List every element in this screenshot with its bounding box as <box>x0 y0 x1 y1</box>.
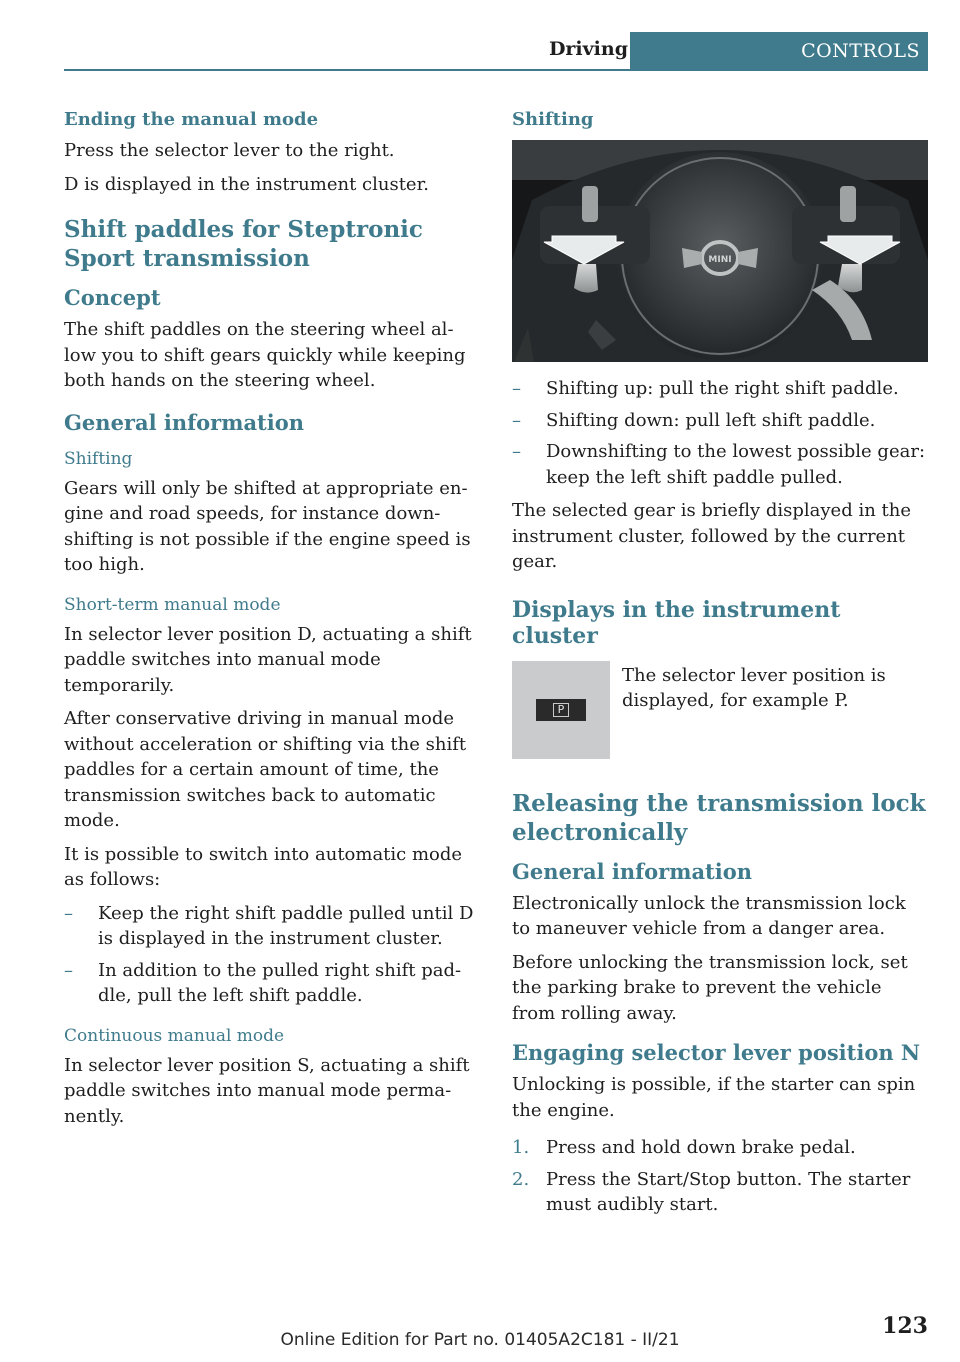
list-marker: – <box>512 441 521 462</box>
list-item-text: Press and hold down brake pedal. <box>546 1137 856 1158</box>
shifting-list <box>512 376 928 490</box>
right-column <box>512 104 928 1226</box>
heading-shift-paddles: Shift paddles for Steptronic Sport transmission <box>64 216 423 272</box>
heading-displays: Displays in the instrument cluster <box>512 596 841 649</box>
paragraph: Electronically unlock the transmission lock to maneuver vehicle from a danger area. <box>512 892 906 939</box>
step-number: 1. <box>512 1137 530 1158</box>
paragraph: Before unlocking the transmission lock, set the parking brake to prevent the vehicle from rolling away. <box>512 951 908 1024</box>
heading-releasing-lock: Releasing the transmission lock electronically <box>512 789 926 846</box>
paragraph: The selected gear is briefly displayed in the instrument cluster, followed by the current gear. <box>512 500 912 572</box>
heading-concept: Concept <box>64 285 161 310</box>
page-number: 123 <box>882 1313 928 1339</box>
list-item <box>512 1135 928 1161</box>
list-item-text: Shifting down: pull left shift paddle. <box>546 409 876 431</box>
list-item-text: Downshifting to the lowest possible gear: keep the left shift paddle pulled. <box>546 441 926 488</box>
heading-short-term-manual-mode: Short-term manual mode <box>64 594 281 615</box>
list-item <box>512 408 928 434</box>
list-item <box>64 958 480 1009</box>
selector-position-indicator <box>536 699 586 721</box>
list-marker: – <box>64 902 73 924</box>
heading-general-information: General information <box>512 858 753 884</box>
list-marker: – <box>512 378 521 399</box>
header-rule <box>64 69 928 71</box>
left-column <box>64 104 480 1137</box>
heading-general-information: General information <box>64 409 305 435</box>
engaging-steps <box>512 1135 928 1218</box>
heading-continuous-manual-mode: Continuous manual mode <box>64 1025 285 1046</box>
steering-wheel-image <box>512 140 928 362</box>
step-number: 2. <box>512 1168 530 1190</box>
list-item-text: Shifting up: pull the right shift paddle. <box>546 378 899 399</box>
list-item <box>64 901 480 952</box>
paragraph: In selector lever position S, actuating a shift paddle switches into manual mode perma‐ nently. <box>64 1054 470 1127</box>
list-item <box>512 1167 928 1218</box>
paragraph: Press the selector lever to the right. <box>64 140 395 161</box>
list-marker: – <box>64 959 73 981</box>
edition-footer: Online Edition for Part no. 01405A2C181 - II/21 <box>280 1330 680 1350</box>
list-item <box>512 439 928 490</box>
paragraph: The selector lever position is displayed, for example P. <box>622 664 886 711</box>
page-header <box>64 32 928 71</box>
instrument-cluster-thumbnail <box>512 661 610 759</box>
steering-wheel-illustration <box>512 140 928 362</box>
list-item-text: Keep the right shift paddle pulled until D is displayed in the instrument cluster. <box>98 902 474 949</box>
header-chapter-tab: CONTROLS <box>630 32 928 71</box>
short-term-list <box>64 901 480 1009</box>
list-item-text: Press the Start/Stop button. The starter must audibly start. <box>546 1168 911 1215</box>
list-item-text: In addition to the pulled right shift pad‐ dle, pull the left shift paddle. <box>98 959 462 1006</box>
paragraph: Gears will only be shifted at appropriate en‐ gine and road speeds, for instance down‐ shifting is not possible if the engine speed is too high. <box>64 477 471 575</box>
heading-shifting: Shifting <box>512 109 594 130</box>
wheel-logo-text: MINI <box>708 255 732 265</box>
header-section-title: Driving <box>548 38 628 60</box>
indicator-label: P <box>553 703 570 717</box>
display-example <box>512 661 928 759</box>
paragraph: D is displayed in the instrument cluster. <box>64 173 429 195</box>
paragraph: In selector lever position D, actuating a shift paddle switches into manual mode temporarily. <box>64 623 472 696</box>
paragraph: After conservative driving in manual mode without acceleration or shifting via the shift paddles for a certain amount of time, the transmission switches back to automatic mode. <box>64 708 467 831</box>
paragraph: Unlocking is possible, if the starter can spin the engine. <box>512 1074 916 1121</box>
list-marker: – <box>512 409 521 431</box>
heading-ending-manual-mode: Ending the manual mode <box>64 109 319 130</box>
list-item <box>512 376 928 402</box>
paragraph: It is possible to switch into automatic mode as follows: <box>64 843 463 890</box>
paragraph: The shift paddles on the steering wheel al‐ low you to shift gears quickly while keeping both hands on the steering wheel. <box>64 319 466 391</box>
heading-engaging-n: Engaging selector lever position N <box>512 1040 921 1065</box>
heading-shifting: Shifting <box>64 448 133 469</box>
